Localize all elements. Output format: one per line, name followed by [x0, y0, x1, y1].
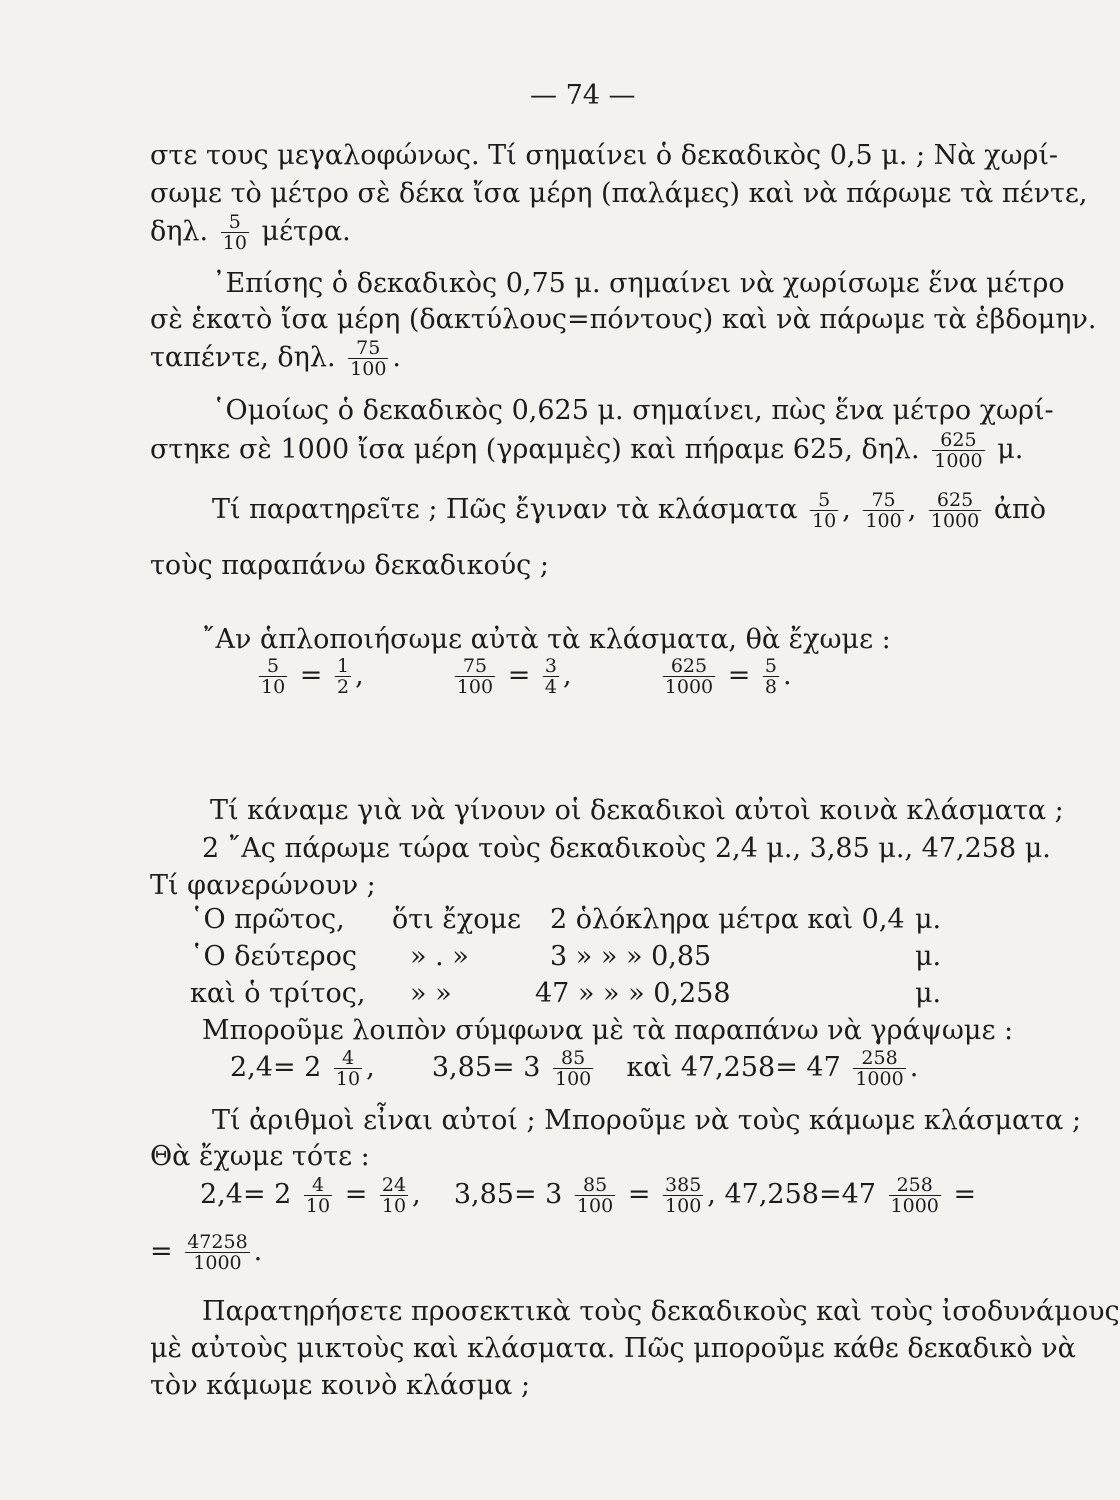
fraction: $\frac{625}{1000}$ — [930, 489, 980, 532]
fraction: $\frac{85}{100}$ — [576, 1174, 614, 1217]
table-cell: ὅτι ἔχομε — [392, 904, 522, 935]
table-cell: ῾Ο πρῶτος, — [190, 904, 345, 935]
text-line: Τί ἀριθμοὶ εἶναι αὐτοί ; Μποροῦμε νὰ τοὺς κάμωμε κλάσματα ; — [212, 1105, 1082, 1136]
text-line: ταπέντε, δηλ. $\frac{75}{100}$ . — [150, 337, 401, 380]
table-cell: 47 » » » 0,258 — [535, 978, 731, 1009]
fraction: $\frac{258}{1000}$ — [890, 1174, 939, 1217]
fraction: $\frac{24}{10}$ — [381, 1174, 407, 1217]
fraction: $\frac{75}{100}$ — [456, 655, 494, 698]
fraction: $\frac{5}{10}$ — [222, 211, 247, 254]
fraction: $\frac{3}{4}$ — [544, 655, 557, 698]
text-line: σὲ ἑκατὸ ἴσα μέρη (δακτύλους=πόντους) καὶ νὰ πάρωμε τὰ ἑβδομην. — [150, 304, 1097, 335]
equation-row: $\frac{5}{10}$ = $\frac{1}{2}$ , $\frac{75}{100}$ = $\frac{3}{4}$ , $\frac{625}{1000}$ = $\frac{5}{8}$ . — [261, 655, 792, 698]
fraction: $\frac{5}{10}$ — [261, 655, 286, 698]
table-cell: μ. — [915, 904, 942, 935]
text-line: Θὰ ἔχωμε τότε : — [150, 1141, 370, 1172]
fraction: $\frac{4}{10}$ — [305, 1174, 331, 1217]
equation-row: = $\frac{47258}{1000}$ . — [150, 1231, 263, 1274]
fraction: $\frac{258}{1000}$ — [855, 1047, 904, 1090]
text-line: Τί φανερώνουν ; — [150, 870, 376, 901]
text-line: Μποροῦμε λοιπὸν σύμφωνα μὲ τὰ παραπάνω νὰ γράψωμε : — [202, 1015, 1014, 1046]
equation-row: 2,4= 2 $\frac{4}{10}$ , 3,85= 3 $\frac{85}{100}$ καὶ 47,258= 47 $\frac{258}{1000}$ . — [230, 1047, 919, 1090]
text-line: τὸν κάμωμε κοινὸ κλάσμα ; — [150, 1370, 531, 1401]
fraction: $\frac{385}{100}$ — [665, 1174, 702, 1217]
text-line: σωμε τὸ μέτρο σὲ δέκα ἴσα μέρη (παλάμες) καὶ νὰ πάρωμε τὰ πέντε, — [150, 178, 1088, 209]
text-line: δηλ. $\frac{5}{10}$ μέτρα. — [150, 211, 351, 254]
text-line: τοὺς παραπάνω δεκαδικούς ; — [150, 550, 549, 581]
text-line: ῎Αν ἁπλοποιήσωμε αὐτὰ τὰ κλάσματα, θὰ ἔχωμε : — [202, 624, 891, 655]
fraction: $\frac{5}{10}$ — [812, 489, 837, 532]
text-line: στηκε σὲ 1000 ἴσα μέρη (γραμμὲς) καὶ πήραμε 625, δηλ. $\frac{625}{1000}$ μ. — [150, 429, 1024, 472]
page-number: — 74 — — [530, 80, 636, 111]
fraction: $\frac{75}{100}$ — [350, 337, 387, 380]
table-cell: 3 » » » 0,85 — [550, 941, 712, 972]
fraction: $\frac{85}{100}$ — [554, 1047, 592, 1090]
text-line: μὲ αὐτοὺς μικτοὺς καὶ κλάσματα. Πῶς μποροῦμε κάθε δεκαδικὸ νὰ — [150, 1333, 1076, 1364]
fraction: $\frac{4}{10}$ — [335, 1047, 361, 1090]
text-line: στε τους μεγαλοφώνως. Τί σημαίνει ὁ δεκαδικὸς 0,5 μ. ; Νὰ χωρί- — [150, 140, 1059, 171]
table-cell: μ. — [915, 978, 942, 1009]
text-line: Παρατηρήσετε προσεκτικὰ τοὺς δεκαδικοὺς καὶ τοὺς ἰσοδυνάμους — [202, 1296, 1120, 1327]
table-cell: καὶ ὁ τρίτος, — [190, 978, 366, 1009]
text-line: 2 ῎Ας πάρωμε τώρα τοὺς δεκαδικοὺς 2,4 μ., 3,85 μ., 47,258 μ. — [202, 833, 1051, 864]
fraction: $\frac{1}{2}$ — [336, 655, 350, 698]
text-line: Τί κάναμε γιὰ νὰ γίνουν οἱ δεκαδικοὶ αὐτοὶ κοινὰ κλάσματα ; — [210, 795, 1064, 826]
equation-row: 2,4= 2 $\frac{4}{10}$ = $\frac{24}{10}$ , 3,85= 3 $\frac{85}{100}$ = $\frac{385}{100}$ , 47,258=47 $\frac{258}{1000}$ = — [200, 1174, 977, 1217]
fraction: $\frac{625}{1000}$ — [934, 429, 983, 472]
text-line: ᾿Επίσης ὁ δεκαδικὸς 0,75 μ. σημαίνει νὰ χωρίσωμε ἕνα μέτρο — [212, 268, 1065, 299]
table-cell: ῾Ο δεύτερος — [190, 941, 358, 972]
fraction: $\frac{5}{8}$ — [764, 655, 778, 698]
table-cell: » » — [410, 978, 452, 1009]
table-cell: » . » — [410, 941, 469, 972]
text-line: ῾Ομοίως ὁ δεκαδικὸς 0,625 μ. σημαίνει, πὼς ἕνα μέτρο χωρί- — [212, 395, 1054, 426]
text-line: Τί παρατηρεῖτε ; Πῶς ἔγιναν τὰ κλάσματα $\frac{5}{10}$ , $\frac{75}{100}$ , $\frac{625}{1000}$ ἀπὸ — [212, 489, 1047, 532]
table-cell: 2 ὁλόκληρα μέτρα καὶ 0,4 — [550, 904, 905, 935]
fraction: $\frac{47258}{1000}$ — [187, 1231, 248, 1274]
table-cell: μ. — [915, 941, 942, 972]
fraction: $\frac{75}{100}$ — [865, 489, 902, 532]
fraction: $\frac{625}{1000}$ — [664, 655, 714, 698]
